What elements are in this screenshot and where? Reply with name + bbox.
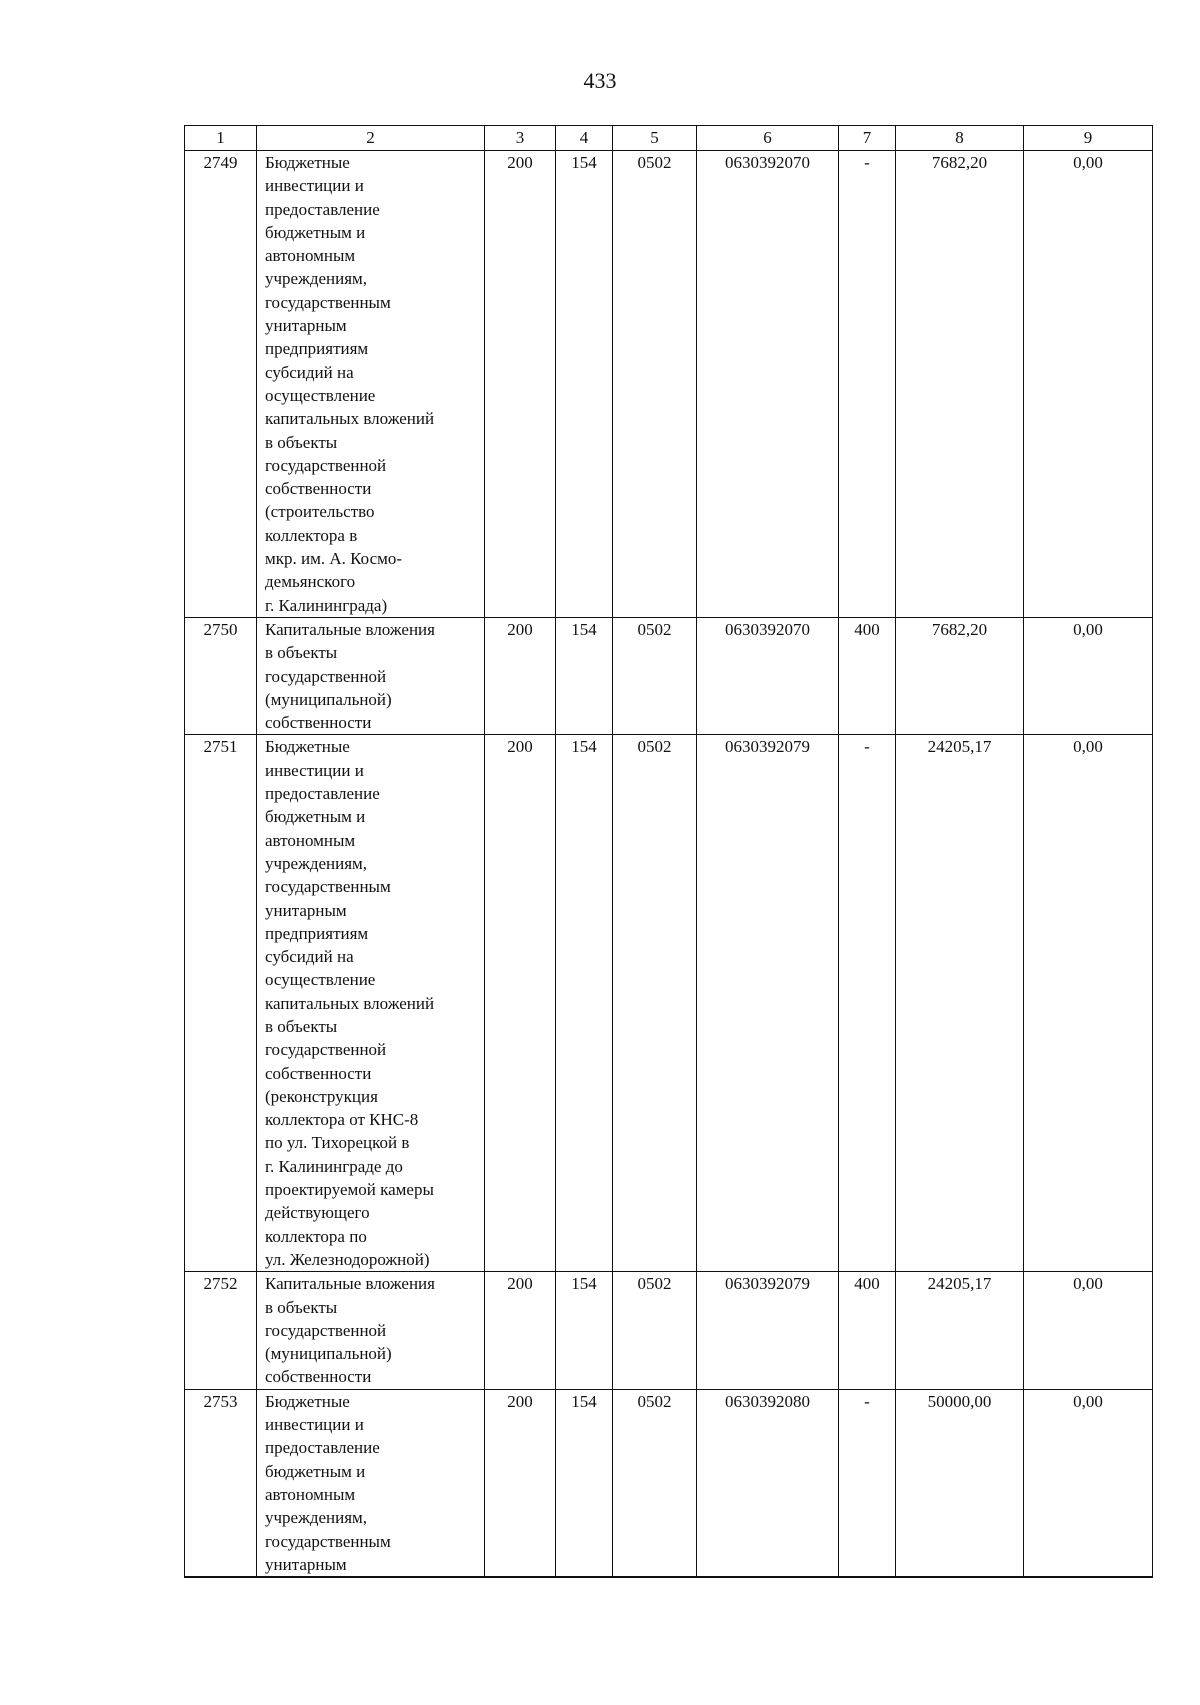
description-line: Бюджетные bbox=[265, 1391, 350, 1411]
column-header: 1 bbox=[185, 126, 257, 151]
table-row bbox=[185, 151, 1153, 618]
description-line: автономным bbox=[265, 246, 356, 266]
table-row bbox=[185, 735, 1153, 1272]
row-number-cell: 2751 bbox=[185, 735, 257, 1272]
description-line: ул. Железнодорожной) bbox=[265, 1249, 430, 1269]
code-cell: 154 bbox=[556, 1389, 613, 1577]
column-header: 2 bbox=[257, 126, 485, 151]
budget-table bbox=[184, 125, 1153, 1578]
description-line: субсидий на bbox=[265, 947, 354, 967]
expense-type-cell: - bbox=[839, 151, 896, 618]
description-line: учреждениям, bbox=[265, 269, 368, 289]
description-line: демьянского bbox=[265, 572, 356, 592]
amount-cell: 0,00 bbox=[1024, 735, 1153, 1272]
column-header: 5 bbox=[613, 126, 697, 151]
amount-cell: 7682,20 bbox=[896, 151, 1024, 618]
description-line: (муниципальной) bbox=[265, 689, 392, 709]
table-row bbox=[185, 617, 1153, 734]
row-number-cell: 2750 bbox=[185, 617, 257, 734]
description-line: собственности bbox=[265, 1367, 372, 1387]
description-line: унитарным bbox=[265, 1554, 347, 1574]
description-cell bbox=[257, 735, 485, 1272]
amount-cell: 0,00 bbox=[1024, 1272, 1153, 1389]
row-number-cell: 2749 bbox=[185, 151, 257, 618]
description-line: бюджетным и bbox=[265, 222, 366, 242]
code-cell: 154 bbox=[556, 617, 613, 734]
description-line: проектируемой камеры bbox=[265, 1180, 434, 1200]
description-line: бюджетным и bbox=[265, 807, 366, 827]
description-line: автономным bbox=[265, 830, 356, 850]
description-line: государственной bbox=[265, 1320, 387, 1340]
description-line: инвестиции и bbox=[265, 176, 364, 196]
description-line: бюджетным и bbox=[265, 1461, 366, 1481]
description-line: автономным bbox=[265, 1484, 356, 1504]
row-number-cell: 2753 bbox=[185, 1389, 257, 1577]
table-body bbox=[185, 151, 1153, 1578]
description-line: государственной bbox=[265, 1040, 387, 1060]
section-cell: 0502 bbox=[613, 1389, 697, 1577]
description-line: предприятиям bbox=[265, 923, 369, 943]
description-line: по ул. Тихорецкой в bbox=[265, 1133, 410, 1153]
column-header: 4 bbox=[556, 126, 613, 151]
amount-cell: 0,00 bbox=[1024, 617, 1153, 734]
description-line: действующего bbox=[265, 1203, 370, 1223]
row-number-cell: 2752 bbox=[185, 1272, 257, 1389]
description-line: предоставление bbox=[265, 784, 380, 804]
description-line: коллектора в bbox=[265, 525, 358, 545]
description-line: субсидий на bbox=[265, 362, 354, 382]
column-header: 8 bbox=[896, 126, 1024, 151]
amount-cell: 24205,17 bbox=[896, 1272, 1024, 1389]
description-line: осуществление bbox=[265, 970, 376, 990]
description-line: государственной bbox=[265, 666, 387, 686]
description-line: в объекты bbox=[265, 1297, 338, 1317]
description-line: собственности bbox=[265, 1063, 372, 1083]
description-line: коллектора от КНС-8 bbox=[265, 1110, 419, 1130]
description-line: государственным bbox=[265, 1531, 391, 1551]
target-code-cell: 0630392070 bbox=[697, 151, 839, 618]
amount-cell: 7682,20 bbox=[896, 617, 1024, 734]
description-line: г. Калининграде до bbox=[265, 1156, 403, 1176]
expense-type-cell: - bbox=[839, 735, 896, 1272]
code-cell: 154 bbox=[556, 735, 613, 1272]
description-line: Бюджетные bbox=[265, 737, 350, 757]
description-line: предоставление bbox=[265, 199, 380, 219]
code-cell: 154 bbox=[556, 1272, 613, 1389]
description-line: учреждениям, bbox=[265, 1508, 368, 1528]
expense-type-cell: 400 bbox=[839, 617, 896, 734]
description-line: государственным bbox=[265, 292, 391, 312]
target-code-cell: 0630392079 bbox=[697, 1272, 839, 1389]
description-line: государственной bbox=[265, 455, 387, 475]
description-line: предоставление bbox=[265, 1438, 380, 1458]
description-line: инвестиции и bbox=[265, 760, 364, 780]
description-line: унитарным bbox=[265, 316, 347, 336]
expense-type-cell: 400 bbox=[839, 1272, 896, 1389]
description-line: собственности bbox=[265, 479, 372, 499]
description-cell bbox=[257, 151, 485, 618]
code-cell: 200 bbox=[485, 1272, 556, 1389]
description-line: (муниципальной) bbox=[265, 1344, 392, 1364]
amount-cell: 0,00 bbox=[1024, 151, 1153, 618]
table-row bbox=[185, 1389, 1153, 1577]
description-line: Капитальные вложения bbox=[265, 619, 435, 639]
description-cell bbox=[257, 617, 485, 734]
code-cell: 200 bbox=[485, 1389, 556, 1577]
section-cell: 0502 bbox=[613, 1272, 697, 1389]
description-line: осуществление bbox=[265, 385, 376, 405]
section-cell: 0502 bbox=[613, 735, 697, 1272]
column-header: 3 bbox=[485, 126, 556, 151]
description-line: (строительство bbox=[265, 502, 375, 522]
description-line: Бюджетные bbox=[265, 153, 350, 172]
description-line: в объекты bbox=[265, 643, 338, 663]
code-cell: 200 bbox=[485, 151, 556, 618]
description-line: в объекты bbox=[265, 432, 338, 452]
description-line: капитальных вложений bbox=[265, 993, 435, 1013]
code-cell: 154 bbox=[556, 151, 613, 618]
code-cell: 200 bbox=[485, 735, 556, 1272]
description-cell bbox=[257, 1272, 485, 1389]
amount-cell: 24205,17 bbox=[896, 735, 1024, 1272]
description-line: капитальных вложений bbox=[265, 409, 435, 429]
description-line: мкр. им. А. Космо- bbox=[265, 549, 403, 569]
description-line: предприятиям bbox=[265, 339, 369, 359]
description-line: государственным bbox=[265, 877, 391, 897]
table-row bbox=[185, 1272, 1153, 1389]
amount-cell: 0,00 bbox=[1024, 1389, 1153, 1577]
description-cell bbox=[257, 1389, 485, 1577]
description-line: (реконструкция bbox=[265, 1086, 378, 1106]
description-line: в объекты bbox=[265, 1016, 338, 1036]
description-line: собственности bbox=[265, 713, 372, 733]
description-line: учреждениям, bbox=[265, 853, 368, 873]
description-line: г. Калининграда) bbox=[265, 595, 388, 615]
expense-type-cell: - bbox=[839, 1389, 896, 1577]
amount-cell: 50000,00 bbox=[896, 1389, 1024, 1577]
page-number: 433 bbox=[583, 68, 617, 93]
column-header: 7 bbox=[839, 126, 896, 151]
section-cell: 0502 bbox=[613, 151, 697, 618]
target-code-cell: 0630392070 bbox=[697, 617, 839, 734]
description-line: инвестиции и bbox=[265, 1415, 364, 1435]
table-header-row bbox=[185, 126, 1153, 151]
target-code-cell: 0630392079 bbox=[697, 735, 839, 1272]
column-header: 6 bbox=[697, 126, 839, 151]
description-line: коллектора по bbox=[265, 1226, 367, 1246]
section-cell: 0502 bbox=[613, 617, 697, 734]
target-code-cell: 0630392080 bbox=[697, 1389, 839, 1577]
description-line: Капитальные вложения bbox=[265, 1274, 435, 1294]
column-header: 9 bbox=[1024, 126, 1153, 151]
code-cell: 200 bbox=[485, 617, 556, 734]
description-line: унитарным bbox=[265, 900, 347, 920]
